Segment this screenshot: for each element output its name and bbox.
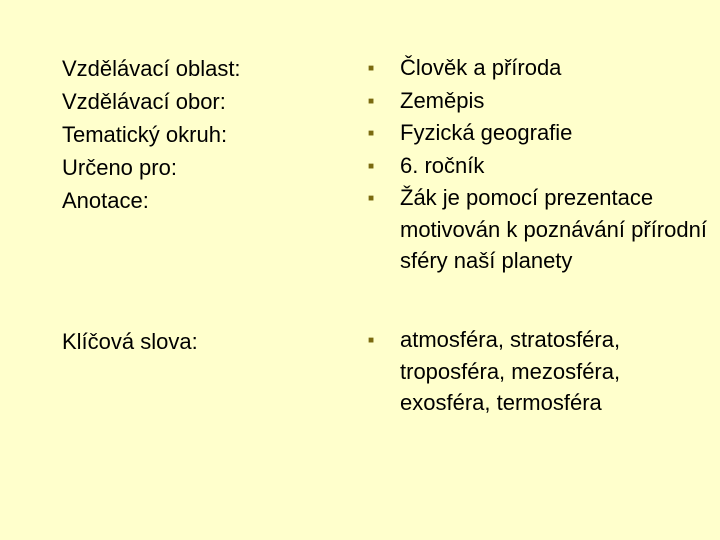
value-keywords: atmosféra, stratosféra, troposféra, mezosféra, exosféra, termosféra xyxy=(400,327,621,415)
value-item xyxy=(368,52,708,85)
square-bullet-icon: ■ xyxy=(368,128,375,139)
label-educational-field: Vzdělávací obor: xyxy=(62,89,226,114)
label-annotation: Anotace: xyxy=(62,188,149,213)
value-thematic-area: Fyzická geografie xyxy=(400,120,573,145)
value-intended-for: 6. ročník xyxy=(400,152,485,178)
value-educational-area: Člověk a příroda xyxy=(400,55,562,80)
field-labels xyxy=(62,52,241,217)
value-item xyxy=(368,324,708,419)
square-bullet-icon: ■ xyxy=(368,63,375,74)
label-intended-for: Určeno pro: xyxy=(62,155,177,180)
square-bullet-icon: ■ xyxy=(368,95,375,107)
label-educational-area: Vzdělávací oblast: xyxy=(62,56,241,81)
value-item xyxy=(368,150,708,183)
square-bullet-icon: ■ xyxy=(368,160,375,172)
field-values xyxy=(368,52,708,277)
value-educational-field: Zeměpis xyxy=(400,87,485,113)
label-keywords: Klíčová slova: xyxy=(62,329,198,354)
value-annotation: Žák je pomocí prezentace motivován k poznávání přírodní sféry naší planety xyxy=(400,185,707,273)
label-thematic-area: Tematický okruh: xyxy=(62,122,228,147)
value-item xyxy=(368,85,708,118)
value-item xyxy=(368,117,708,150)
value-item xyxy=(368,182,708,277)
square-bullet-icon: ■ xyxy=(368,193,375,204)
square-bullet-icon: ■ xyxy=(368,335,375,346)
keywords-value xyxy=(368,324,708,419)
